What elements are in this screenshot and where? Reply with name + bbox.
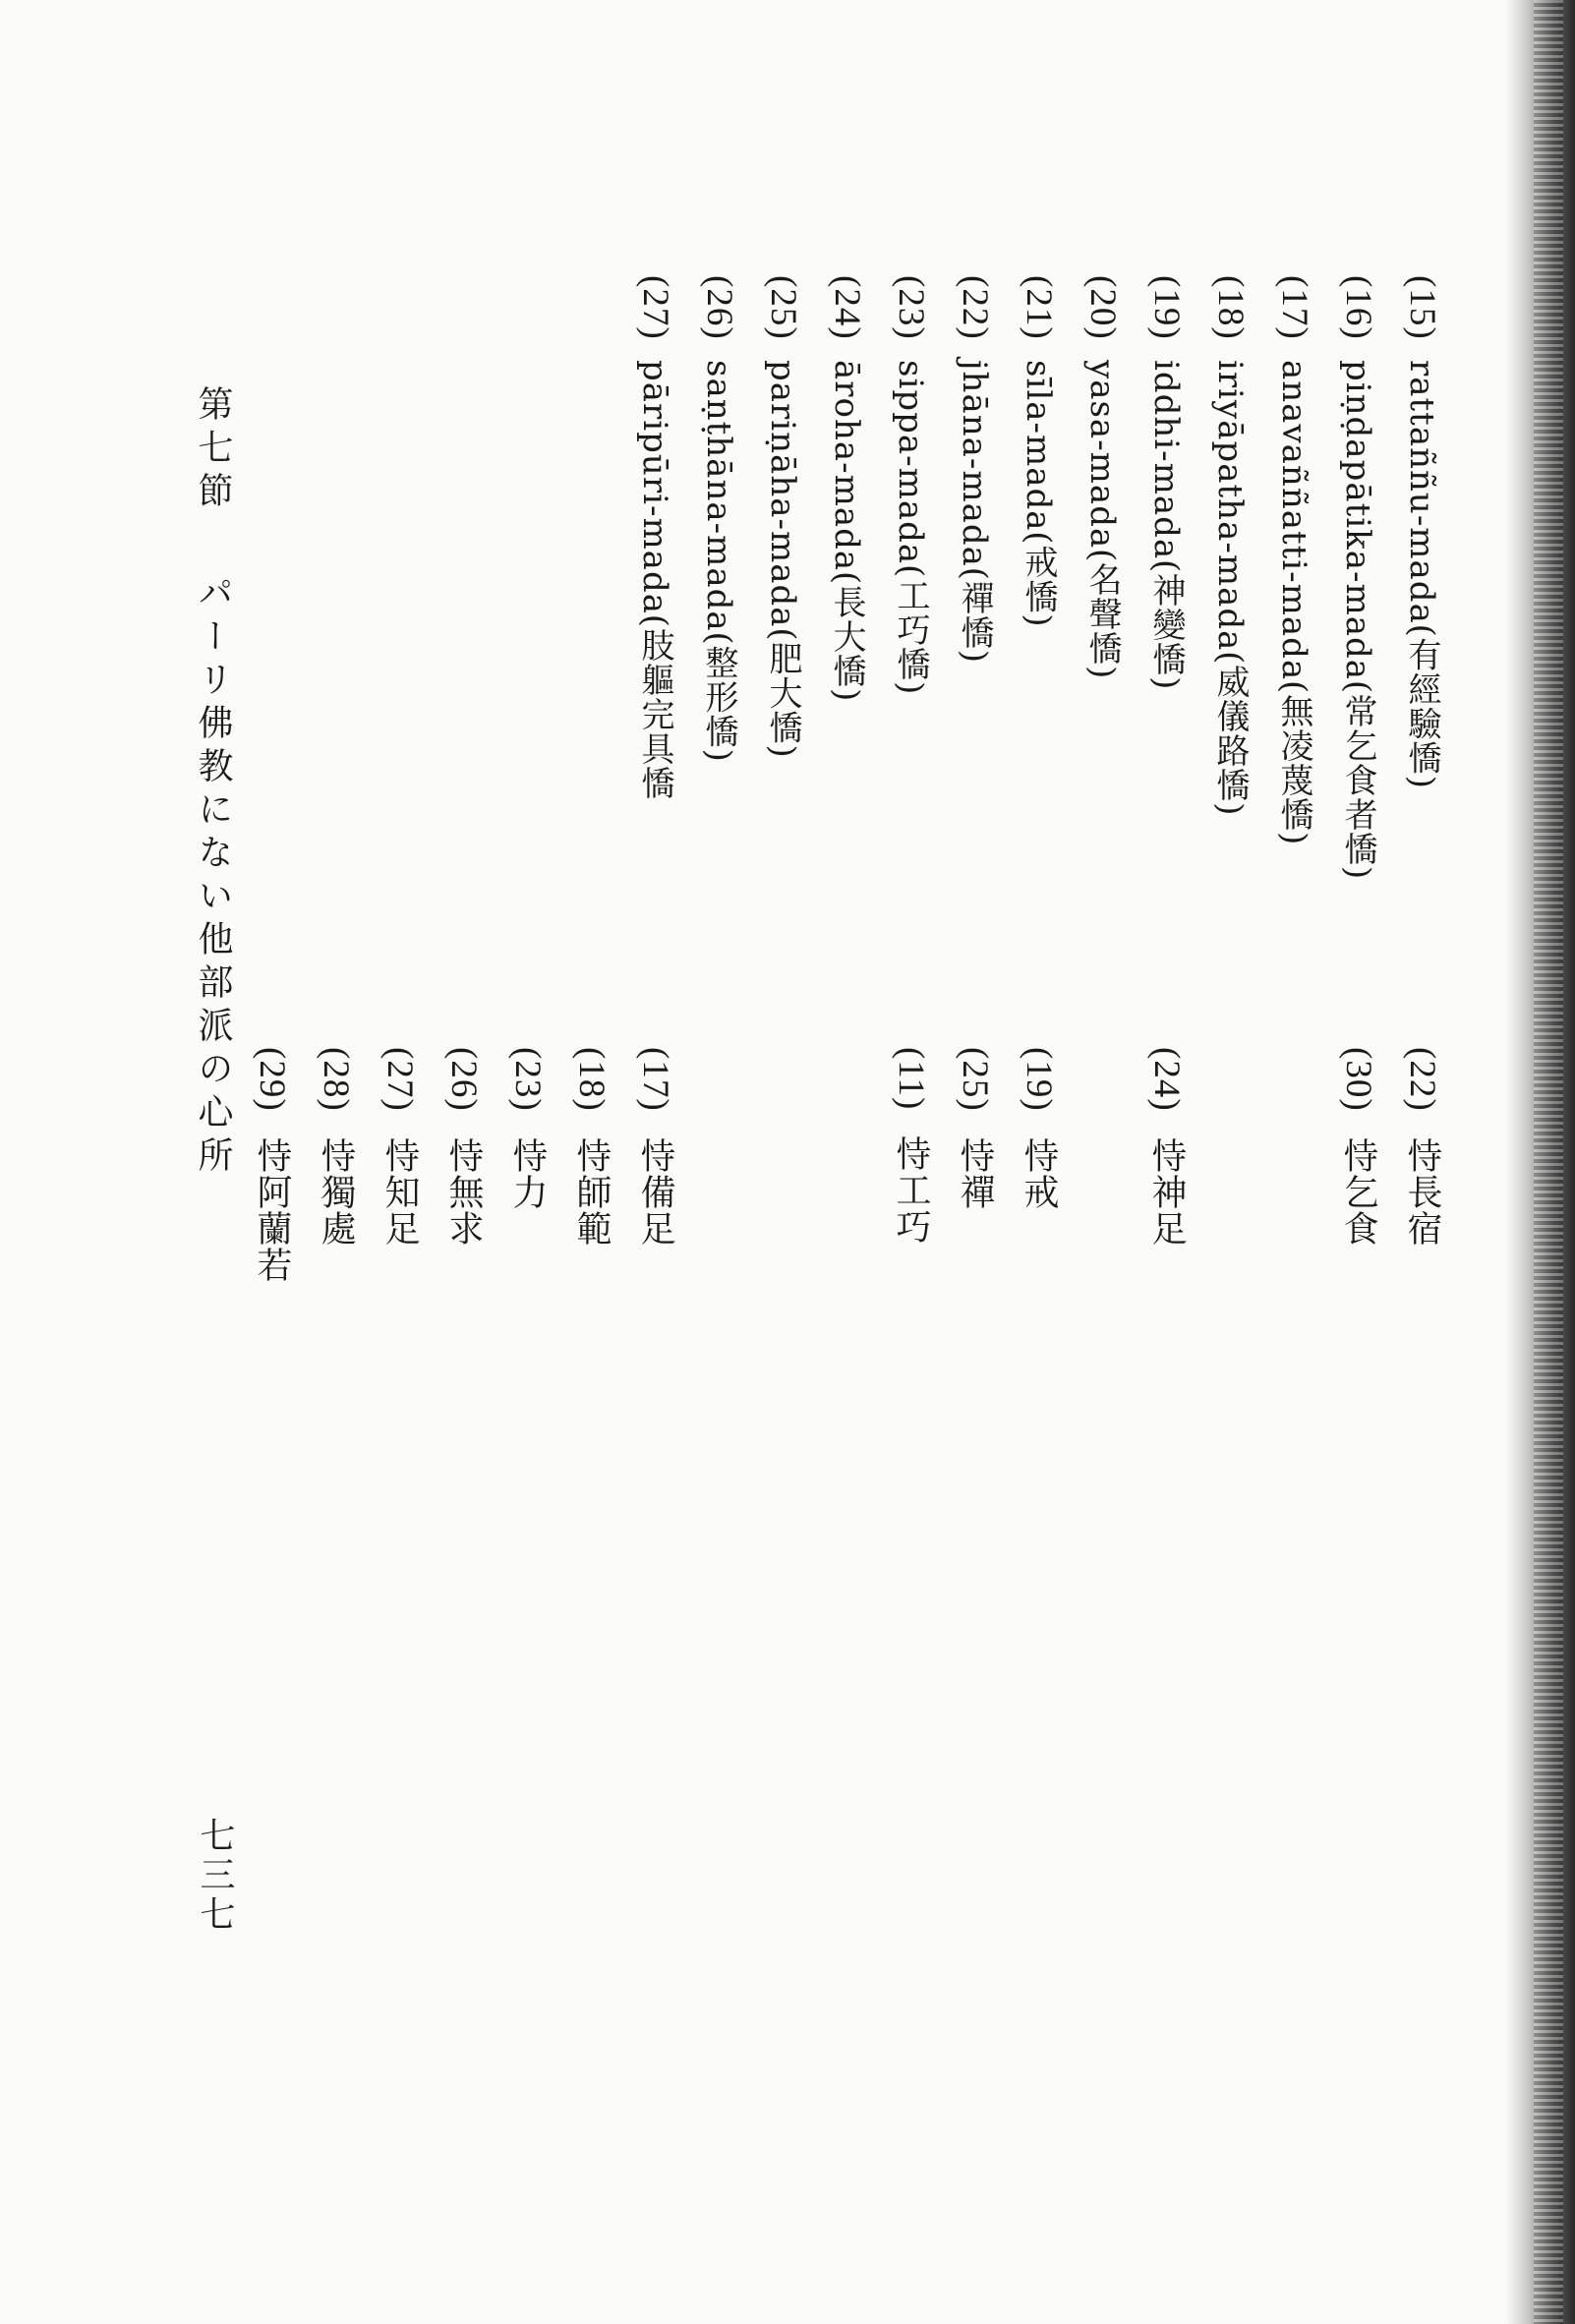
entry-number: (19) (1146, 275, 1187, 340)
chinese-gloss: (威儀路憍) (1210, 651, 1250, 817)
chinese-gloss: (長大憍) (827, 570, 866, 703)
chinese-term: 恃備足 (635, 1136, 675, 1247)
chinese-term: 恃工巧 (891, 1135, 931, 1246)
chinese-entry (318, 1047, 354, 1247)
pali-term: sippa-mada (891, 359, 930, 564)
chinese-gloss: (常乞食者憍) (1338, 679, 1377, 881)
pali-term: iddhi-mada (1146, 359, 1186, 559)
pali-entry (1276, 275, 1312, 845)
pali-term: pariṇāha-mada (763, 359, 802, 628)
pali-term: yasa-mada (1082, 359, 1122, 549)
entry-number: (25) (763, 275, 803, 340)
chinese-entry (445, 1047, 482, 1247)
entry-number: (26) (443, 1047, 484, 1112)
chinese-entry (957, 1047, 993, 1210)
section-label: 第七節 (193, 385, 233, 515)
chinese-term: 恃乞食 (1338, 1136, 1378, 1247)
pali-term: anavaññatti-mada (1274, 359, 1313, 680)
chinese-term: 恃阿蘭若 (252, 1136, 292, 1283)
entry-number: (22) (1402, 1047, 1442, 1112)
chinese-term: 恃力 (507, 1136, 548, 1210)
pali-term: sīla-mada (1019, 359, 1058, 532)
entry-number: (24) (1146, 1047, 1187, 1112)
chinese-term: 恃戒 (1019, 1136, 1059, 1210)
chinese-entry (381, 1047, 418, 1247)
pali-entry (1084, 275, 1121, 679)
chinese-term: 恃師範 (571, 1136, 612, 1247)
pali-entry (957, 275, 993, 664)
running-header (193, 385, 233, 1180)
entry-number: (17) (1274, 275, 1314, 340)
chinese-gloss: (名聲憍) (1082, 548, 1122, 680)
chinese-gloss: (肥大憍) (763, 627, 802, 759)
entry-number: (24) (827, 275, 867, 340)
pali-entry (1212, 275, 1249, 817)
pali-term: jhāna-mada (955, 359, 994, 567)
entry-number: (26) (699, 275, 739, 340)
pali-entry (637, 275, 673, 800)
chinese-gloss: (肢軀完具憍 (635, 613, 674, 800)
pali-term: piṇḍapātika-mada (1338, 359, 1377, 680)
entry-number: (29) (252, 1047, 292, 1112)
entry-number: (15) (1402, 275, 1442, 340)
chinese-entry (1340, 1047, 1376, 1247)
pali-entry (765, 275, 801, 759)
pali-term: iriyāpatha-mada (1210, 359, 1250, 652)
scan-edge-texture (1534, 0, 1563, 2324)
chinese-term: 恃禪 (955, 1136, 995, 1210)
chinese-term: 恃無求 (443, 1136, 484, 1247)
chinese-gloss: (戒憍) (1019, 531, 1058, 628)
chinese-entry (573, 1047, 610, 1247)
page-number: 七三七 (195, 1817, 235, 1935)
entry-number: (30) (1338, 1047, 1378, 1112)
chinese-gloss: (神變憍) (1146, 558, 1186, 691)
entry-number: (19) (1019, 1047, 1059, 1112)
chinese-term: 恃知足 (379, 1136, 420, 1247)
entry-number: (25) (955, 1047, 995, 1112)
chinese-entry (1021, 1047, 1057, 1210)
entry-number: (16) (1338, 275, 1378, 340)
chinese-entry (637, 1047, 673, 1247)
chinese-gloss: (工巧憍) (891, 563, 930, 696)
entry-number: (18) (571, 1047, 612, 1112)
pali-term: rattaññu-mada (1402, 359, 1441, 624)
section-title: パーリ佛教にない他部派の心所 (193, 574, 233, 1180)
entry-number: (21) (1019, 275, 1059, 340)
entry-number: (17) (635, 1047, 675, 1112)
pali-entry (829, 275, 865, 702)
pali-entry (1148, 275, 1185, 690)
chinese-entry (893, 1047, 929, 1245)
chinese-gloss: (無凌蔑憍) (1274, 679, 1313, 846)
entry-number: (28) (316, 1047, 356, 1112)
pali-entry (1021, 275, 1057, 628)
chinese-gloss: (整形憍) (699, 631, 738, 763)
chinese-term: 恃長宿 (1402, 1136, 1442, 1247)
entry-number: (27) (635, 275, 675, 340)
chinese-entry (509, 1047, 546, 1210)
entry-number: (18) (1210, 275, 1251, 340)
chinese-gloss: (有經驗憍) (1402, 623, 1441, 790)
entry-number: (11) (891, 1047, 931, 1111)
entry-number: (20) (1082, 275, 1123, 340)
pali-entry (701, 275, 737, 763)
entry-number: (23) (507, 1047, 548, 1112)
chinese-term: 恃神足 (1146, 1136, 1187, 1247)
pali-term: pāripūri-mada (635, 359, 674, 614)
entry-number: (23) (891, 275, 931, 340)
pali-entry (893, 275, 929, 695)
chinese-term: 恃獨處 (316, 1136, 356, 1247)
pali-entry (1404, 275, 1440, 789)
pali-term: āroha-mada (827, 359, 866, 571)
entry-number: (27) (379, 1047, 420, 1112)
entry-number: (22) (955, 275, 995, 340)
pali-entry (1340, 275, 1376, 880)
chinese-entry (254, 1047, 290, 1283)
chinese-entry (1148, 1047, 1185, 1247)
chinese-entry (1404, 1047, 1440, 1247)
pali-term: saṇṭhāna-mada (699, 359, 738, 632)
chinese-gloss: (禪憍) (955, 566, 994, 665)
